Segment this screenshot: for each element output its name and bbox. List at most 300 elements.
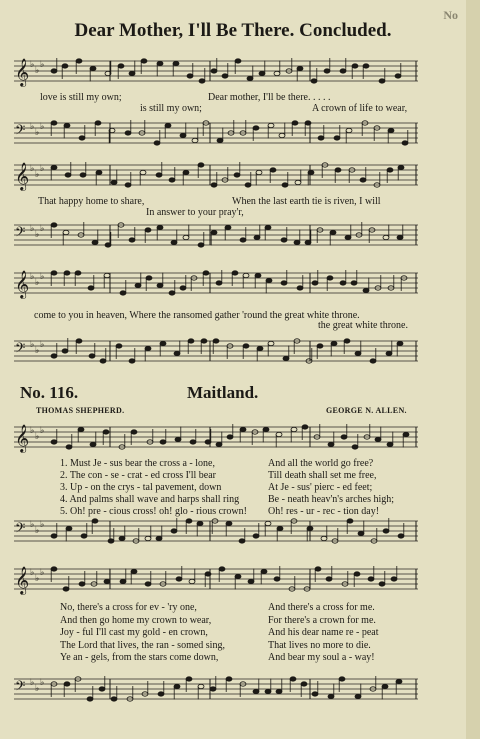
note-head bbox=[328, 694, 334, 698]
note-head bbox=[274, 71, 280, 75]
flat-icon: ♭ bbox=[30, 163, 35, 173]
note-head bbox=[140, 170, 146, 174]
bass-staff bbox=[14, 676, 418, 702]
note-head bbox=[222, 74, 228, 78]
lyric-line: That happy home to share, bbox=[38, 196, 145, 207]
note-head bbox=[64, 682, 70, 686]
flat-icon: ♭ bbox=[40, 339, 45, 349]
note-head bbox=[386, 351, 392, 355]
note-head bbox=[276, 689, 282, 693]
lyric-line: love is still my own; bbox=[40, 92, 122, 103]
note-head bbox=[118, 64, 124, 68]
note-head bbox=[80, 173, 86, 177]
note-head bbox=[79, 136, 85, 140]
verse-line-right: For there's a crown for me. bbox=[268, 614, 376, 626]
note-head bbox=[243, 273, 249, 277]
treble-staff bbox=[14, 424, 418, 450]
flat-icon: ♭ bbox=[30, 567, 35, 577]
note-head bbox=[227, 435, 233, 439]
verse-line-right: And there's a cross for me. bbox=[268, 602, 375, 613]
note-head bbox=[176, 577, 182, 581]
note-head bbox=[108, 539, 114, 543]
flat-icon: ♭ bbox=[40, 163, 45, 173]
lyricist-credit: THOMAS SHEPHERD. bbox=[36, 406, 125, 415]
note-head bbox=[265, 521, 271, 525]
note-head bbox=[197, 521, 203, 525]
note-head bbox=[312, 281, 318, 285]
verse-line-left: 1. Must Je - sus bear the cross a - lone, bbox=[60, 458, 215, 469]
note-head bbox=[312, 692, 318, 696]
note-head bbox=[154, 141, 160, 145]
note-head bbox=[211, 183, 217, 187]
bass-staff bbox=[14, 338, 418, 364]
verse-line-left: Joy - ful I'll cast my gold - en crown, bbox=[60, 627, 208, 638]
note-head bbox=[96, 170, 102, 174]
note-head bbox=[160, 440, 166, 444]
note-head bbox=[340, 69, 346, 73]
note-head bbox=[157, 61, 163, 65]
note-head bbox=[64, 271, 70, 275]
note-head bbox=[268, 341, 274, 345]
flat-icon: ♭ bbox=[35, 229, 40, 239]
bass-staff bbox=[14, 518, 418, 544]
treble-staff bbox=[14, 58, 418, 84]
note-head bbox=[243, 344, 249, 348]
staff-lines bbox=[14, 518, 418, 548]
note-head bbox=[403, 432, 409, 436]
note-head bbox=[375, 437, 381, 441]
note-head bbox=[379, 79, 385, 83]
treble-clef-icon: 𝄞 bbox=[15, 270, 30, 298]
note-head bbox=[87, 697, 93, 701]
note-head bbox=[383, 529, 389, 533]
note-head bbox=[388, 128, 394, 132]
flat-icon: ♭ bbox=[30, 223, 35, 233]
note-head bbox=[131, 569, 137, 573]
lyric-line: the great white throne. bbox=[318, 320, 408, 331]
note-head bbox=[396, 679, 402, 683]
flat-icon: ♭ bbox=[35, 169, 40, 179]
note-head bbox=[51, 567, 57, 571]
note-head bbox=[297, 286, 303, 290]
note-head bbox=[203, 271, 209, 275]
note-head bbox=[240, 427, 246, 431]
flat-icon: ♭ bbox=[40, 677, 45, 687]
hymn-title: Maitland. bbox=[187, 383, 259, 402]
note-head bbox=[205, 440, 211, 444]
verse-line-left: 4. And palms shall wave and harps shall ring bbox=[60, 494, 240, 505]
note-head bbox=[226, 521, 232, 525]
flat-icon: ♭ bbox=[35, 525, 40, 535]
flat-icon: ♭ bbox=[40, 271, 45, 281]
note-head bbox=[395, 74, 401, 78]
note-head bbox=[105, 243, 111, 247]
bass-clef-icon: 𝄢 bbox=[15, 122, 26, 141]
note-head bbox=[51, 165, 57, 169]
note-head bbox=[402, 141, 408, 145]
verse-line-right: That lives no more to die. bbox=[268, 639, 371, 651]
note-head bbox=[116, 344, 122, 348]
lyric-line: When the last earth tie is riven, I will bbox=[232, 196, 381, 207]
note-head bbox=[156, 173, 162, 177]
note-head bbox=[217, 138, 223, 142]
note-head bbox=[89, 354, 95, 358]
verse-line-left: 5. Oh! pre - cious cross! oh! glo - rious crown! bbox=[60, 506, 247, 517]
note-head bbox=[253, 689, 259, 693]
note-head bbox=[240, 238, 246, 242]
note-head bbox=[131, 430, 137, 434]
note-head bbox=[173, 61, 179, 65]
note-head bbox=[190, 440, 196, 444]
note-head bbox=[351, 281, 357, 285]
note-head bbox=[186, 677, 192, 681]
staff-lines bbox=[14, 338, 418, 368]
verse-line-left: 2. The con - se - crat - ed cross I'll bear bbox=[60, 470, 216, 481]
note-head bbox=[63, 230, 69, 234]
staff-lines bbox=[14, 120, 418, 150]
note-head bbox=[305, 121, 311, 125]
note-head bbox=[201, 339, 207, 343]
verse-line-right: Till death shall set me free, bbox=[268, 470, 377, 481]
note-head bbox=[189, 579, 195, 583]
note-head bbox=[398, 534, 404, 538]
note-head bbox=[355, 351, 361, 355]
note-head bbox=[175, 437, 181, 441]
flat-icon: ♭ bbox=[35, 573, 40, 583]
note-head bbox=[156, 536, 162, 540]
flat-icon: ♭ bbox=[35, 127, 40, 137]
note-head bbox=[146, 276, 152, 280]
note-head bbox=[79, 582, 85, 586]
note-head bbox=[216, 442, 222, 446]
note-head bbox=[334, 136, 340, 140]
flat-icon: ♭ bbox=[40, 59, 45, 69]
note-head bbox=[234, 173, 240, 177]
note-head bbox=[174, 351, 180, 355]
note-head bbox=[253, 126, 259, 130]
note-head bbox=[370, 359, 376, 363]
flat-icon: ♭ bbox=[30, 121, 35, 131]
note-head bbox=[219, 567, 225, 571]
note-head bbox=[225, 225, 231, 229]
note-head bbox=[266, 278, 272, 282]
note-head bbox=[331, 341, 337, 345]
note-head bbox=[95, 121, 101, 125]
hymn-number: No. 116. bbox=[20, 383, 79, 402]
flat-icon: ♭ bbox=[40, 121, 45, 131]
note-head bbox=[363, 288, 369, 292]
treble-staff bbox=[14, 162, 418, 188]
note-head bbox=[387, 168, 393, 172]
note-head bbox=[321, 536, 327, 540]
note-head bbox=[226, 677, 232, 681]
note-head bbox=[305, 240, 311, 244]
note-head bbox=[239, 539, 245, 543]
treble-clef-icon: 𝄞 bbox=[15, 566, 30, 594]
note-head bbox=[111, 697, 117, 701]
note-head bbox=[302, 425, 308, 429]
bass-clef-icon: 𝄢 bbox=[15, 678, 26, 697]
note-head bbox=[335, 168, 341, 172]
note-head bbox=[145, 346, 151, 350]
note-head bbox=[379, 582, 385, 586]
note-head bbox=[277, 526, 283, 530]
note-head bbox=[291, 427, 297, 431]
note-head bbox=[180, 133, 186, 137]
bass-staff bbox=[14, 222, 418, 248]
note-head bbox=[104, 579, 110, 583]
staff-lines bbox=[14, 162, 418, 192]
note-head bbox=[213, 339, 219, 343]
note-head bbox=[265, 689, 271, 693]
note-head bbox=[81, 534, 87, 538]
note-head bbox=[347, 519, 353, 523]
flat-icon: ♭ bbox=[30, 59, 35, 69]
note-head bbox=[340, 281, 346, 285]
note-head bbox=[100, 359, 106, 363]
verse-line-right: And all the world go free? bbox=[268, 458, 374, 469]
staff-lines bbox=[14, 270, 418, 300]
note-head bbox=[368, 577, 374, 581]
flat-icon: ♭ bbox=[30, 271, 35, 281]
verse-line-left: 3. Up - on the crys - tal pavement, down bbox=[60, 482, 222, 493]
note-head bbox=[165, 123, 171, 127]
note-head bbox=[318, 136, 324, 140]
note-head bbox=[308, 170, 314, 174]
note-head bbox=[363, 64, 369, 68]
flat-icon: ♭ bbox=[35, 65, 40, 75]
note-head bbox=[301, 682, 307, 686]
note-head bbox=[120, 579, 126, 583]
note-head bbox=[254, 235, 260, 239]
verse-line-right: And bear my soul a - way! bbox=[268, 652, 375, 663]
note-head bbox=[282, 183, 288, 187]
note-head bbox=[66, 526, 72, 530]
staff-lines bbox=[14, 566, 418, 596]
verse-line-right: And his dear name re - peat bbox=[268, 627, 379, 638]
note-head bbox=[169, 291, 175, 295]
flat-icon: ♭ bbox=[40, 425, 45, 435]
note-head bbox=[235, 574, 241, 578]
note-head bbox=[174, 684, 180, 688]
note-head bbox=[119, 536, 125, 540]
flat-icon: ♭ bbox=[40, 519, 45, 529]
note-head bbox=[65, 173, 71, 177]
treble-clef-icon: 𝄞 bbox=[15, 424, 30, 452]
note-head bbox=[345, 235, 351, 239]
note-head bbox=[198, 163, 204, 167]
note-head bbox=[211, 230, 217, 234]
note-head bbox=[88, 286, 94, 290]
page-edge bbox=[466, 0, 480, 739]
note-head bbox=[265, 225, 271, 229]
note-head bbox=[274, 577, 280, 581]
flat-icon: ♭ bbox=[30, 339, 35, 349]
note-head bbox=[51, 354, 57, 358]
flat-icon: ♭ bbox=[30, 677, 35, 687]
note-head bbox=[253, 534, 259, 538]
flat-icon: ♭ bbox=[35, 683, 40, 693]
staff-lines bbox=[14, 424, 418, 454]
note-head bbox=[76, 339, 82, 343]
note-head bbox=[317, 344, 323, 348]
note-head bbox=[125, 183, 131, 187]
note-head bbox=[339, 677, 345, 681]
note-head bbox=[290, 677, 296, 681]
staff-lines bbox=[14, 222, 418, 252]
verse-line-left: No, there's a cross for ev - 'ry one, bbox=[60, 602, 197, 613]
note-head bbox=[205, 572, 211, 576]
staff-lines bbox=[14, 676, 418, 706]
page-number: No bbox=[443, 8, 458, 22]
note-head bbox=[259, 71, 265, 75]
note-head bbox=[330, 230, 336, 234]
note-head bbox=[192, 138, 198, 142]
note-head bbox=[66, 445, 72, 449]
verse-line-left: And then go home my crown to wear, bbox=[60, 614, 212, 626]
note-head bbox=[281, 238, 287, 242]
note-head bbox=[158, 692, 164, 696]
note-head bbox=[129, 71, 135, 75]
note-head bbox=[211, 69, 217, 73]
note-head bbox=[198, 243, 204, 247]
note-head bbox=[391, 577, 397, 581]
note-head bbox=[171, 529, 177, 533]
note-head bbox=[76, 59, 82, 63]
treble-staff bbox=[14, 566, 418, 592]
flat-icon: ♭ bbox=[35, 277, 40, 287]
note-head bbox=[355, 694, 361, 698]
note-head bbox=[341, 435, 347, 439]
bass-clef-icon: 𝄢 bbox=[15, 340, 26, 359]
note-head bbox=[188, 339, 194, 343]
verse-line-right: Oh! res - ur - rec - tion day! bbox=[268, 506, 380, 517]
note-head bbox=[51, 440, 57, 444]
flat-icon: ♭ bbox=[35, 345, 40, 355]
note-head bbox=[256, 170, 262, 174]
note-head bbox=[216, 281, 222, 285]
note-head bbox=[382, 684, 388, 688]
note-head bbox=[129, 238, 135, 242]
note-head bbox=[51, 69, 57, 73]
note-head bbox=[235, 59, 241, 63]
note-head bbox=[92, 240, 98, 244]
note-head bbox=[315, 567, 321, 571]
note-head bbox=[141, 59, 147, 63]
verse-line-left: The Lord that lives, the ran - somed sing, bbox=[60, 639, 225, 651]
note-head bbox=[383, 235, 389, 239]
note-head bbox=[199, 79, 205, 83]
lyric-line: In answer to your pray'r, bbox=[146, 207, 244, 218]
note-head bbox=[397, 341, 403, 345]
note-head bbox=[171, 240, 177, 244]
note-head bbox=[90, 442, 96, 446]
verse-line-right: At Je - sus' pierc - ed feet; bbox=[268, 482, 373, 493]
note-head bbox=[90, 66, 96, 70]
composer-credit: GEORGE N. ALLEN. bbox=[326, 406, 407, 415]
note-head bbox=[64, 123, 70, 127]
note-head bbox=[270, 168, 276, 172]
note-head bbox=[180, 286, 186, 290]
note-head bbox=[344, 339, 350, 343]
note-head bbox=[276, 432, 282, 436]
note-head bbox=[145, 582, 151, 586]
note-head bbox=[283, 356, 289, 360]
note-head bbox=[326, 577, 332, 581]
note-head bbox=[92, 519, 98, 523]
note-head bbox=[346, 128, 352, 132]
verse-line-left: Ye an - gels, from the stars come down, bbox=[60, 652, 219, 663]
note-head bbox=[210, 687, 216, 691]
lyric-line: Dear mother, I'll be there. . . . . bbox=[208, 92, 331, 103]
note-head bbox=[232, 271, 238, 275]
note-head bbox=[111, 180, 117, 184]
lyric-line: is still my own; bbox=[140, 103, 202, 114]
note-head bbox=[125, 131, 131, 135]
note-head bbox=[186, 519, 192, 523]
treble-clef-icon: 𝄞 bbox=[15, 162, 30, 190]
note-head bbox=[103, 430, 109, 434]
bass-clef-icon: 𝄢 bbox=[15, 224, 26, 243]
flat-icon: ♭ bbox=[40, 223, 45, 233]
treble-clef-icon: 𝄞 bbox=[15, 58, 30, 86]
staff-lines bbox=[14, 58, 418, 88]
treble-staff bbox=[14, 270, 418, 296]
note-head bbox=[157, 283, 163, 287]
note-head bbox=[281, 281, 287, 285]
note-head bbox=[62, 349, 68, 353]
note-head bbox=[135, 283, 141, 287]
note-head bbox=[51, 223, 57, 227]
note-head bbox=[187, 74, 193, 78]
note-head bbox=[261, 569, 267, 573]
song-title: Dear Mother, I'll Be There. Concluded. bbox=[74, 20, 392, 41]
note-head bbox=[248, 579, 254, 583]
note-head bbox=[358, 531, 364, 535]
note-head bbox=[257, 346, 263, 350]
note-head bbox=[292, 121, 298, 125]
note-head bbox=[160, 341, 166, 345]
note-head bbox=[268, 123, 274, 127]
note-head bbox=[294, 240, 300, 244]
note-head bbox=[169, 178, 175, 182]
verse-line-right: Be - neath heav'n's arches high; bbox=[268, 494, 395, 505]
note-head bbox=[145, 536, 151, 540]
note-head bbox=[397, 235, 403, 239]
lyric-line: A crown of life to wear, bbox=[312, 103, 408, 114]
note-head bbox=[120, 291, 126, 295]
note-head bbox=[183, 170, 189, 174]
note-head bbox=[360, 178, 366, 182]
note-head bbox=[75, 271, 81, 275]
note-head bbox=[183, 235, 189, 239]
flat-icon: ♭ bbox=[35, 431, 40, 441]
note-head bbox=[63, 587, 69, 591]
note-head bbox=[307, 526, 313, 530]
note-head bbox=[352, 64, 358, 68]
note-head bbox=[352, 445, 358, 449]
note-head bbox=[104, 273, 110, 277]
note-head bbox=[157, 225, 163, 229]
note-head bbox=[327, 276, 333, 280]
lyric-line: come to you in heaven, Where the ransomed gather 'round the great white throne. bbox=[34, 310, 360, 321]
note-head bbox=[78, 427, 84, 431]
note-head bbox=[295, 180, 301, 184]
flat-icon: ♭ bbox=[30, 519, 35, 529]
note-head bbox=[263, 427, 269, 431]
note-head bbox=[129, 359, 135, 363]
note-head bbox=[247, 76, 253, 80]
